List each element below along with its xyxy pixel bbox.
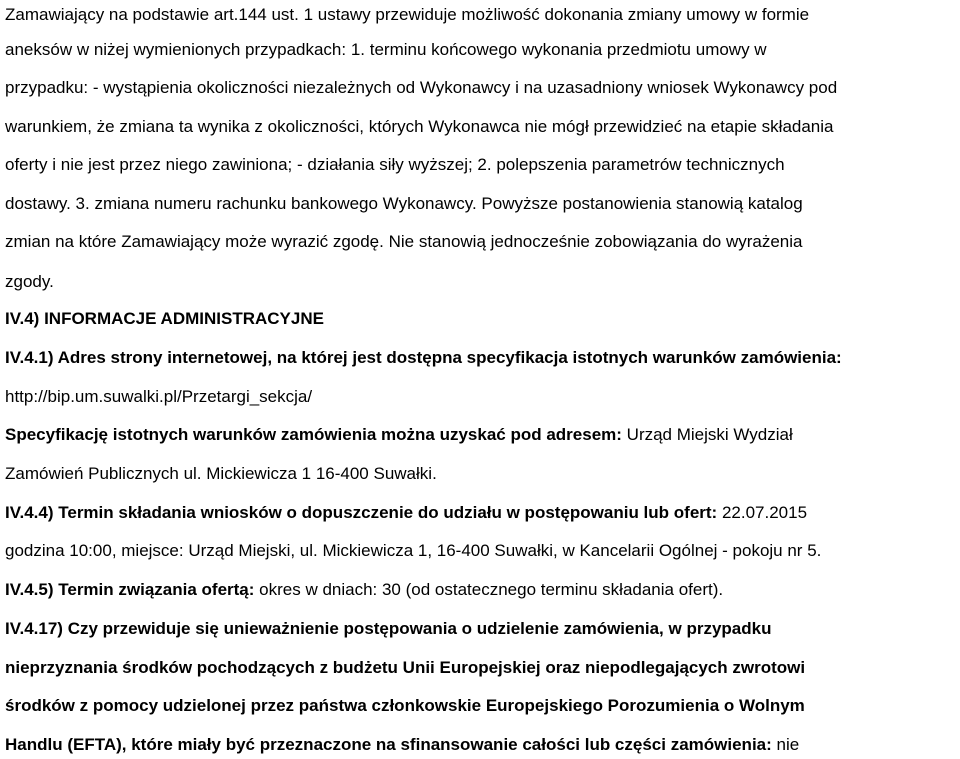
text-line xyxy=(5,579,723,601)
text-line xyxy=(5,657,805,679)
text-line xyxy=(5,193,803,215)
text-line xyxy=(5,154,785,176)
bold-text-segment: IV.4.1) Adres strony internetowej, na której jest dostępna specyfikacja istotnych warunków zamówienia: xyxy=(5,348,842,367)
text-segment: dostawy. 3. zmiana numeru rachunku bankowego Wykonawcy. Powyższe postanowienia stanowią katalog xyxy=(5,194,803,213)
text-segment: nie xyxy=(771,735,800,754)
text-line xyxy=(5,463,437,485)
text-segment: przypadku: - wystąpienia okoliczności niezależnych od Wykonawcy i na uzasadniony wniosek Wykonawcy pod xyxy=(5,78,838,97)
text-line xyxy=(5,39,767,61)
bold-text-segment: środków z pomocy udzielonej przez państwa członkowskie Europejskiego Porozumienia o Wolnym xyxy=(5,696,805,715)
text-line xyxy=(5,424,793,446)
bold-text-segment: Specyfikację istotnych warunków zamówienia można uzyskać pod adresem: xyxy=(5,425,622,444)
text-line xyxy=(5,502,807,524)
text-segment: godzina 10:00, miejsce: Urząd Miejski, ul. Mickiewicza 1, 16-400 Suwałki, w Kancelarii Ogólnej - pokoju nr 5. xyxy=(5,541,822,560)
text-line xyxy=(5,77,837,99)
text-line xyxy=(5,540,821,562)
text-line xyxy=(5,4,809,26)
text-line xyxy=(5,271,54,293)
text-line xyxy=(5,231,803,253)
text-line xyxy=(5,347,842,369)
text-line xyxy=(5,386,312,408)
bold-text-segment: IV.4.17) Czy przewiduje się unieważnienie postępowania o udzielenie zamówienia, w przypadku xyxy=(5,619,772,638)
bold-text-segment: IV.4.5) Termin związania ofertą: xyxy=(5,580,255,599)
text-segment: Zamawiający na podstawie art.144 ust. 1 ustawy przewiduje możliwość dokonania zmiany umowy w formie xyxy=(5,5,810,24)
text-segment: 22.07.2015 xyxy=(717,503,808,522)
text-segment: zgody. xyxy=(5,272,54,291)
text-line xyxy=(5,116,834,138)
text-segment: aneksów w niżej wymienionych przypadkach: 1. terminu końcowego wykonania przedmiotu umowy w xyxy=(5,40,767,59)
text-segment: okres w dniach: 30 (od ostatecznego terminu składania ofert). xyxy=(254,580,724,599)
text-segment: http://bip.um.suwalki.pl/Przetargi_sekcja/ xyxy=(5,387,313,406)
bold-text-segment: IV.4.4) Termin składania wniosków o dopuszczenie do udziału w postępowaniu lub ofert: xyxy=(5,503,718,522)
bold-text-segment: Handlu (EFTA), które miały być przeznaczone na sfinansowanie całości lub części zamówienia: xyxy=(5,735,772,754)
text-line xyxy=(5,734,799,756)
text-segment: oferty i nie jest przez niego zawiniona; - działania siły wyższej; 2. polepszenia parametrów technicznych xyxy=(5,155,785,174)
text-line xyxy=(5,308,324,330)
text-segment: warunkiem, że zmiana ta wynika z okoliczności, których Wykonawca nie mógł przewidzieć na etapie składania xyxy=(5,117,834,136)
text-line xyxy=(5,695,805,717)
text-segment: Urząd Miejski Wydział xyxy=(621,425,793,444)
text-line xyxy=(5,618,771,640)
bold-text-segment: nieprzyznania środków pochodzących z budżetu Unii Europejskiej oraz niepodlegających zwrotowi xyxy=(5,658,806,677)
text-segment: zmian na które Zamawiający może wyrazić zgodę. Nie stanowią jednocześnie zobowiązania do wyrażenia xyxy=(5,232,803,251)
bold-text-segment: IV.4) INFORMACJE ADMINISTRACYJNE xyxy=(5,309,324,328)
text-segment: Zamówień Publicznych ul. Mickiewicza 1 16-400 Suwałki. xyxy=(5,464,437,483)
